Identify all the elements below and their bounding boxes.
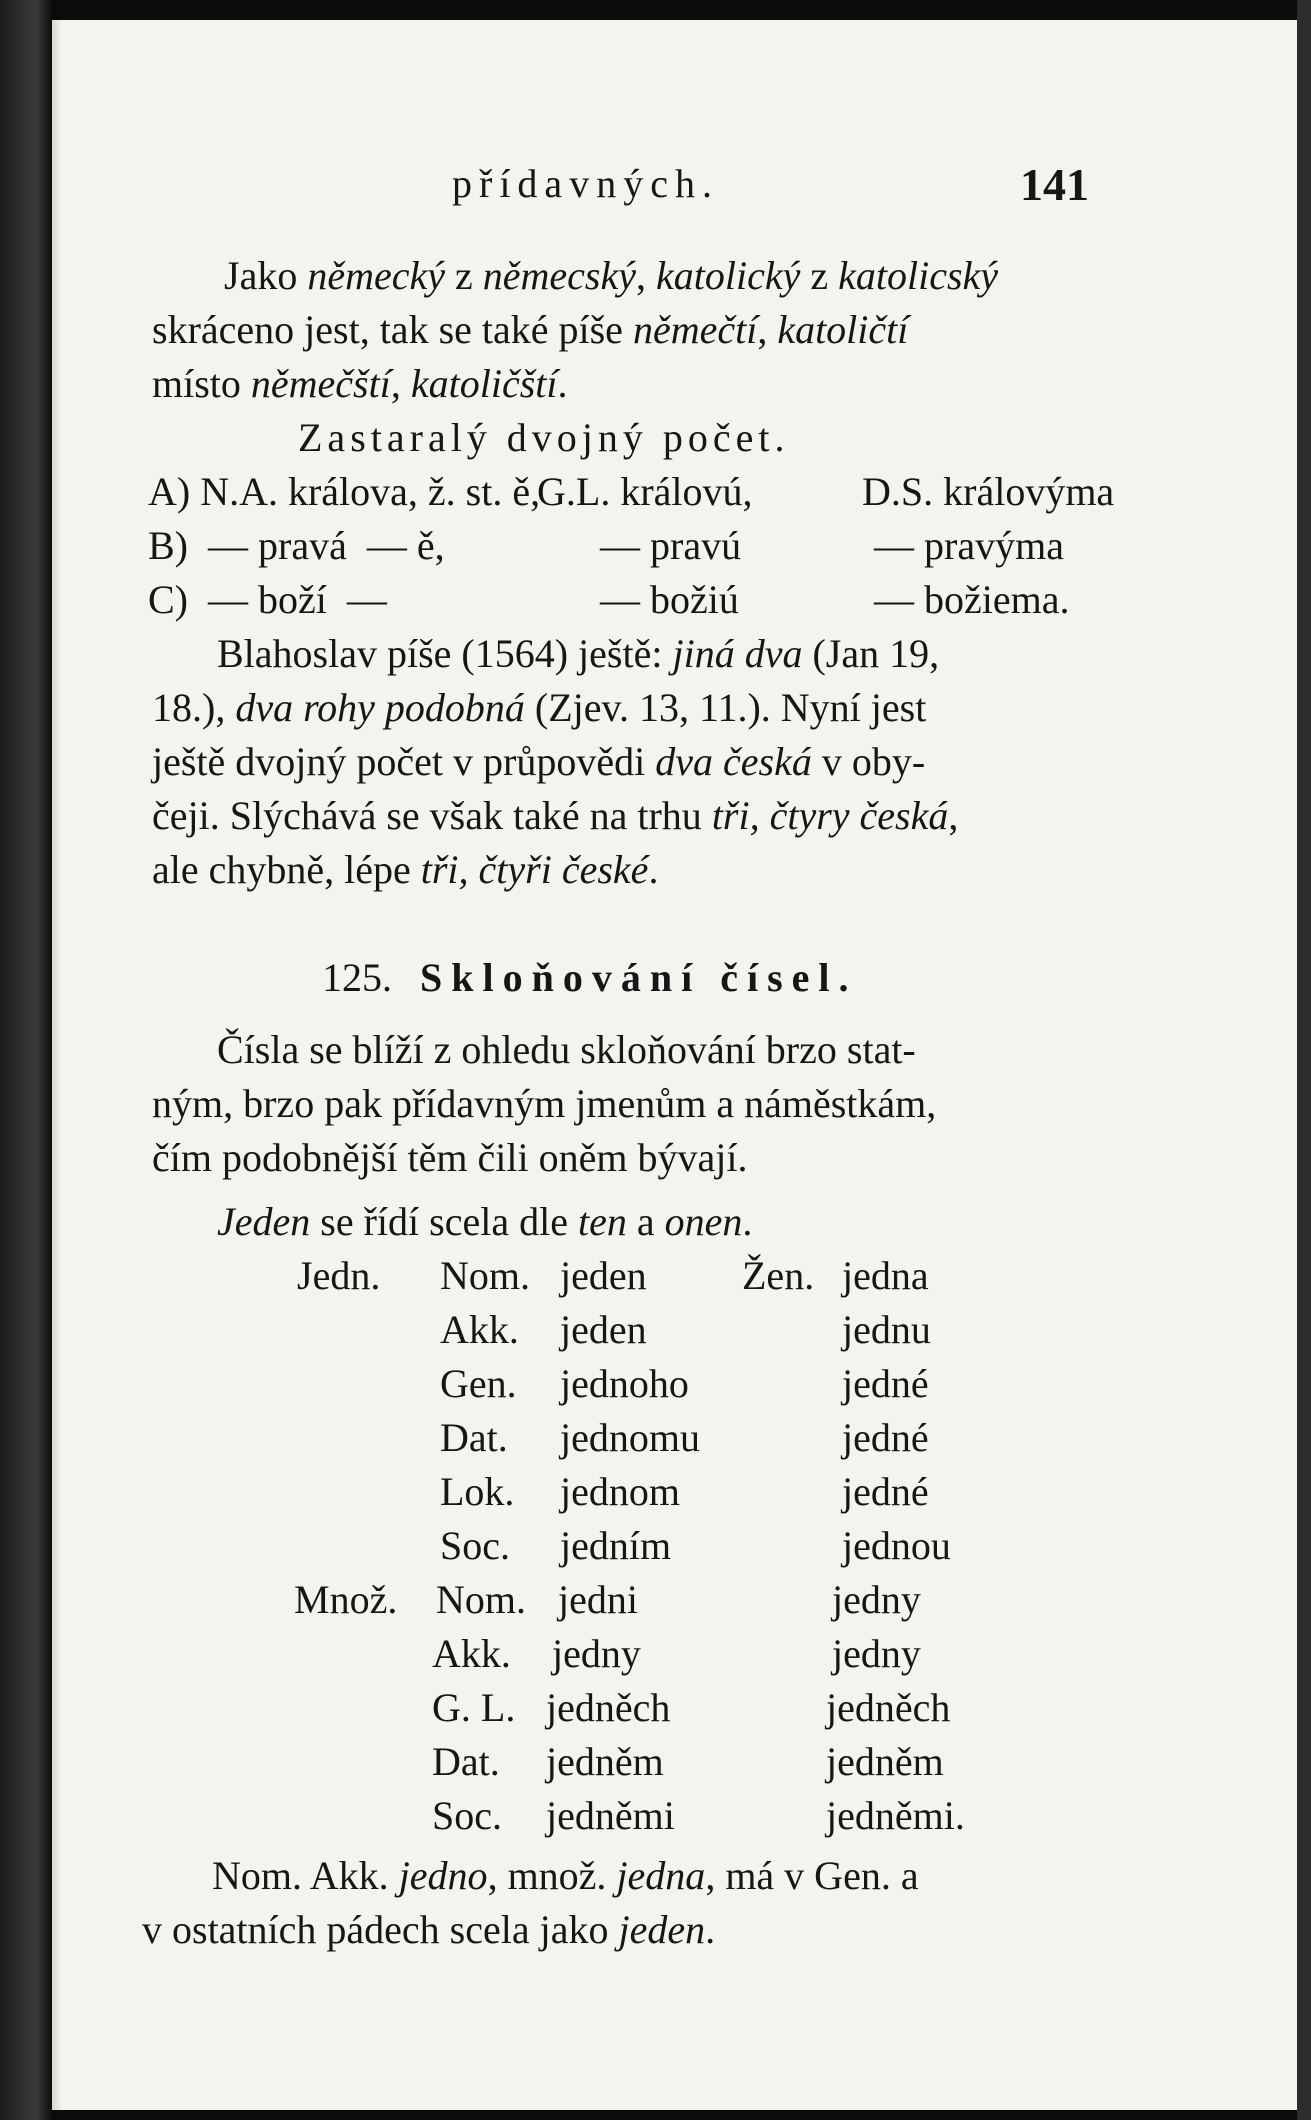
masc-form: jedny: [552, 1631, 641, 1676]
text: z: [444, 253, 483, 298]
text: ještě dvojný počet v průpovědi: [152, 739, 656, 784]
text-line: [224, 253, 999, 298]
masc-form: jednomu: [560, 1415, 700, 1460]
italic-word: němečští: [250, 361, 391, 406]
fem-form: jedné: [842, 1469, 929, 1514]
text-line: [217, 1199, 753, 1244]
italic-word: jiná dva: [672, 631, 803, 676]
case-label: Dat.: [440, 1415, 508, 1460]
text: v oby-: [811, 739, 926, 784]
masc-form: jedněch: [546, 1685, 671, 1730]
masc-form: jedni: [558, 1577, 638, 1622]
case-label: Nom.: [440, 1253, 530, 1298]
italic-word: ten: [577, 1199, 627, 1244]
number-label-singular: Jedn.: [297, 1253, 381, 1298]
italic-word: němecský: [482, 253, 636, 298]
text-line: [152, 361, 568, 406]
scan-border-right: [1297, 0, 1311, 2120]
dual-row-b-col1: B) — pravá — ě,: [148, 523, 445, 568]
book-page: [52, 20, 1297, 2110]
fem-form: jedny: [832, 1631, 921, 1676]
dual-row-a-col2: G.L. královú,: [537, 469, 753, 514]
fem-form: jednu: [842, 1307, 931, 1352]
fem-form: jedné: [842, 1415, 929, 1460]
masc-form: jednoho: [560, 1361, 689, 1406]
italic-word: onen: [664, 1199, 743, 1244]
fem-form: jedněm: [826, 1739, 944, 1784]
italic-word: tři, čtyři české: [420, 847, 649, 892]
fem-form: jednou: [842, 1523, 951, 1568]
text: .: [557, 361, 568, 406]
text-line: Čísla se blíží z ohledu skloňování brzo stat-: [217, 1027, 916, 1072]
text-line: [152, 307, 909, 352]
fem-form: jedny: [832, 1577, 921, 1622]
text-line: [212, 1853, 919, 1898]
masc-form: jeden: [560, 1307, 647, 1352]
dual-row-a-col1: A) N.A. králova, ž. st. ě,: [148, 469, 541, 514]
text: v ostatních pádech scela jako: [142, 1907, 619, 1952]
number-label-plural: Množ.: [294, 1577, 398, 1622]
case-label: Nom.: [436, 1577, 526, 1622]
text: ale chybně, lépe: [152, 847, 421, 892]
text: ,: [390, 361, 411, 406]
dual-row-c-col3: — božiema.: [874, 577, 1070, 622]
text: a: [626, 1199, 665, 1244]
text: se řídí scela dle: [310, 1199, 578, 1244]
text: Blahoslav píše (1564) ještě:: [217, 631, 673, 676]
case-label: Akk.: [440, 1307, 519, 1352]
fem-form: jedněmi.: [826, 1793, 965, 1838]
text: , množ.: [487, 1853, 617, 1898]
text-line: [152, 847, 659, 892]
text-line: [152, 685, 927, 730]
italic-word: němečtí: [632, 307, 758, 352]
text: (Zjev. 13, 11.). Nyní jest: [524, 685, 927, 730]
italic-word: katoličtí: [777, 307, 909, 352]
text-line: [152, 739, 926, 784]
masc-form: jednom: [560, 1469, 680, 1514]
italic-word: Jeden: [217, 1199, 311, 1244]
masc-form: jedněmi: [546, 1793, 675, 1838]
italic-word: katolický: [655, 253, 801, 298]
text: z: [800, 253, 839, 298]
dual-row-b-col2: — pravú: [600, 523, 742, 568]
dual-row-b-col3: — pravýma: [874, 523, 1064, 568]
section-heading: [322, 955, 858, 1000]
gender-label-feminine: Žen.: [742, 1253, 815, 1298]
text: skráceno jest, tak se také píše: [152, 307, 633, 352]
text: (Jan 19,: [802, 631, 940, 676]
text-line: [152, 793, 959, 838]
text: ,: [635, 253, 656, 298]
text: Nom. Akk.: [212, 1853, 399, 1898]
text: .: [705, 1907, 716, 1952]
italic-word: dva česká: [655, 739, 812, 784]
text-line: [217, 631, 940, 676]
italic-word: tři, čtyry česká: [711, 793, 949, 838]
dual-row-c-col1: C) — boží —: [148, 577, 387, 622]
italic-word: jedna: [616, 1853, 706, 1898]
text: , má v Gen. a: [705, 1853, 919, 1898]
text: místo: [152, 361, 251, 406]
italic-word: jeden: [618, 1907, 706, 1952]
italic-word: katoličští: [410, 361, 558, 406]
scan-border-left: [0, 0, 52, 2120]
italic-word: jedno: [398, 1853, 488, 1898]
section-title: Skloňování čísel.: [420, 955, 858, 1000]
text: Jako: [224, 253, 308, 298]
text-line: ným, brzo pak přídavným jmenům a náměstkám,: [152, 1081, 937, 1126]
text-line: [142, 1907, 716, 1952]
page-gutter-shadow: [52, 20, 62, 2110]
text: čeji. Slýchává se však také na trhu: [152, 793, 712, 838]
fem-form: jedné: [842, 1361, 929, 1406]
dual-row-c-col2: — božiú: [600, 577, 739, 622]
text-line: čím podobnější těm čili oněm bývají.: [152, 1135, 748, 1180]
masc-form: jedněm: [546, 1739, 664, 1784]
masc-form: jedním: [560, 1523, 672, 1568]
section-number: 125.: [322, 955, 392, 1000]
running-head: přídavných.: [452, 161, 719, 206]
dual-heading: Zastaralý dvojný počet.: [298, 415, 790, 460]
case-label: Dat.: [432, 1739, 500, 1784]
case-label: Gen.: [440, 1361, 517, 1406]
case-label: Soc.: [432, 1793, 502, 1838]
case-label: Soc.: [440, 1523, 510, 1568]
text: ,: [757, 307, 778, 352]
text: .: [742, 1199, 753, 1244]
text: 18.),: [152, 685, 236, 730]
italic-word: dva rohy podobná: [235, 685, 525, 730]
dual-row-a-col3: D.S. královýma: [862, 469, 1115, 514]
italic-word: katolicský: [838, 253, 999, 298]
masc-form: jeden: [560, 1253, 647, 1298]
italic-word: německý: [307, 253, 445, 298]
case-label: Akk.: [432, 1631, 511, 1676]
text: .: [648, 847, 659, 892]
fem-form: jedna: [842, 1253, 929, 1298]
case-label: Lok.: [440, 1469, 515, 1514]
page-number: 141: [1020, 159, 1089, 210]
fem-form: jedněch: [826, 1685, 951, 1730]
case-label: G. L.: [432, 1685, 516, 1730]
text: ,: [948, 793, 959, 838]
